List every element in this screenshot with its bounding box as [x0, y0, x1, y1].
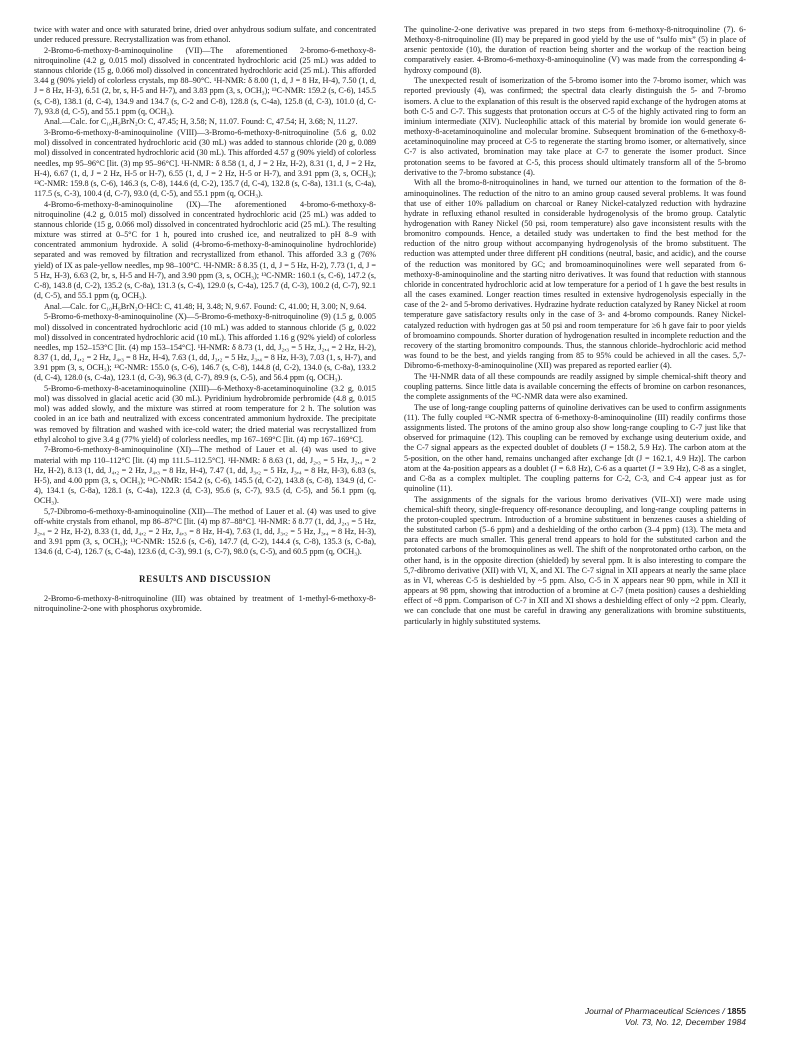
- paragraph: 5,7-Dibromo-6-methoxy-8-aminoquinoline (XII)—The method of Lauer et al. (4) was used to give off-white crystals from ethanol, mp 86–87°C [lit. (4) mp 87–88°C]. ¹H-NMR: δ 8.77 (1, dd, J₂,₃ = 5 Hz, J₂,₄ = 2 Hz, H-2), 8.33 (1, dd, J₄,₂ = 2 Hz, J₄,₃ = 8 Hz, H-4), 7.63 (1, dd, J₃,₂ = 5 Hz, J₃,₄ = 8 Hz, H-3), and 3.91 ppm (3, s, OCH₃); ¹³C-NMR: 152.6 (s, C-6), 147.7 (d, C-2), 144.4 (s, C-8), 135.3 (s, C-8a), 134.6 (d, C-4), 126.7 (s, C-4a), 123.6 (d, C-3), 99.1 (s, C-7), 98.0 (s, C-5), and 60.5 ppm (q, OCH₃).: [34, 506, 376, 557]
- paragraph: twice with water and once with saturated brine, dried over anhydrous sodium sulfate, and concentrated under reduced pressure. Recrystallization was from ethanol.: [34, 25, 376, 45]
- paragraph: 5-Bromo-6-methoxy-8-aminoquinoline (X)—5-Bromo-6-methoxy-8-nitroquinoline (9) (1.5 g, 0.005 mol) dissolved in concentrated hydrochloric acid (10 mL) was added to stannous chloride (5 g, 0.022 mol) dissolved in concentrated hydrochloric acid (10 mL). This afforded 1.16 g (92% yield) of colorless needles, mp 152–153°C [lit. (4) mp 153–154°C]. ¹H-NMR: δ 8.73 (1, dd, J₂,₃ = 5 Hz, J₂,₄ = 2 Hz, H-2), 8.37 (1, dd, J₄,₂ = 2 Hz, J₄,₃ = 8 Hz, H-4), 7.63 (1, dd, J₃,₂ = 5 Hz, J₃,₄ = 8 Hz, H-3), 7.03 (1, s, H-7), and 3.91 ppm (3, s, OCH₃); ¹³C-NMR: 155.0 (s, C-6), 146.7 (s, C-8), 144.8 (d, C-2), 134.0 (s, C-8a), 133.2 (d, C-4), 128.0 (s, C-4a), 123.1 (d, C-3), 96.3 (d, C-7), 89.9 (s, C-5), and 56.4 ppm (q, OCH₃).: [34, 312, 376, 383]
- paragraph: 7-Bromo-6-methoxy-8-aminoquinoline (XI)—The method of Lauer et al. (4) was used to give material with mp 110–112°C [lit. (4) mp 111.5–112.5°C]. ¹H-NMR: δ 8.63 (1, dd, J₂,₃ = 5 Hz, J₂,₄ = 2 Hz, H-2), 8.13 (1, dd, J₄,₂ = 2 Hz, J₄,₃ = 8 Hz, H-4), 7.47 (1, dd, J₃,₂ = 5 Hz, J₃,₄ = 8 Hz, H-3), 6.83 (s, H-5), and 4.00 ppm (3, s, OCH₃); ¹³C-NMR: 154.2 (s, C-6), 145.5 (d, C-2), 143.8 (s, C-8), 134.9 (d, C-4), 134.1 (s, C-8a), 128.1 (s, C-4a), 122.3 (d, C-3), 95.6 (s, C-7), 93.5 (d, C-5), and 56.1 ppm (q, OCH₃).: [34, 445, 376, 506]
- paragraph: The assignments of the signals for the various bromo derivatives (VII–XI) were made using chemical-shift theory, single-frequency off-resonance decoupling, and long-range coupling patterns in the proton-coupled spectrum. Introduction of a bromine substituent in benzenes causes a shielding of the substituted carbon (5–6 ppm) and a deshielding of the ortho carbon (3–4 ppm) (13). The meta and para effects are much smaller. This general trend appears to hold for the substituted carbon and the protonated carbons of the bromoquinolines as well. The shift of the nonprotonated ortho carbon, on the other hand, is in the opposite direction (shielded) by several ppm. It is also interesting to compare the 5,7-dibromo derivative (XII) with VI, X, and XI. The C-7 signal in XII appears at nearly the same place as in VI, whereas C-5 is deshielded by ~5 ppm. Also, C-5 in X appears near 90 ppm, while in XII it appears at 98 ppm, showing that introduction of a bromine at C-7 (meta position) causes a deshielding effect of ~8 ppm. Comparison of C-7 in XII and XI shows a deshielding effect of only ~2 ppm. Clearly, we can conclude that one must be careful in drawing any generalizations with bromine substituents, particularly in highly substituted systems.: [404, 494, 746, 626]
- paragraph: The ¹H-NMR data of all these compounds are readily assigned by simple chemical-shift theory and coupling patterns. Since little data is available concerning the effects of bromine on carbon resonances, the complete assignments of the ¹³C-NMR data were also examined.: [404, 371, 746, 402]
- journal-volume: Vol. 73, No. 12, December 1984: [624, 1017, 746, 1027]
- section-heading: RESULTS AND DISCUSSION: [139, 573, 271, 584]
- journal-title-line: [520, 1006, 746, 1017]
- journal-name: Journal of Pharmaceutical Sciences /: [584, 1006, 725, 1016]
- paragraph: The unexpected result of isomerization of the 5-bromo isomer into the 7-bromo isomer, which was reported previously (4), was confirmed; the spectral data clearly distinguish the 5- and 7-bromo isomers. A clue to the explanation of this result is the observed rapid exchange of the hydrogen atoms at both C-5 and C-7. This suggests that protonation occurs at C-5 of the highly activated ring to form an iminium intermediate (XIV). Nucleophilic attack of this material by bromide ion would generate 6-methoxy-8-acetaminoquinoline and molecular bromine. Subsequent bromination of the 6-methoxy-8-acetaminoquinoline may proceed at C-5 to regenerate the starting bromo isomer, or alternatively, since C-7 is also activated, bromination may take place at C-7 to generate the isomer product. Since protonation seems to be favored at C-5, this process should ultimately transform all of the 5-bromo derivative to the 7-bromo substance (4).: [404, 76, 746, 177]
- page-number: 1855: [727, 1006, 746, 1016]
- paragraph: With all the bromo-8-nitroquinolines in hand, we turned our attention to the formation of the 8-aminoquinolines. The reduction of the nitro to an amino group caused several problems. It was found that use of either 10% palladium on charcoal or Raney Nickel-catalyzed reduction with hydrazine hydrate in refluxing ethanol resulted in considerable hydrogenolysis of the bromo group. Catalytic hydrogenation with Raney Nickel (50 psi, room temperature) also gave inconsistent results with the bromonitro compounds. Hence, a detailed study was undertaken to find the best method for the reduction of the nitro group without accompanying hydrogenolysis of the bromo substituent. The reduction was attempted under three different pH conditions (neutral, basic, and acidic), and the course of the reduction was monitored by GC; and bromoaminoquinolines were well separated from 6-methoxy-8-aminoquinoline and the starting nitro derivatives. It was found that reduction with stannous chloride in concentrated hydrochloric acid at low temperature for a period of 1 h gave the best results in all the cases examined. Longer reaction times resulted in extensive hydrogenolysis especially in the case of the 2- and 5-bromo derivatives. Hydrazine hydrate reduction catalyzed by Raney Nickel at room temperature gave satisfactory results only in the case of 3- and 4-bromo compounds. Raney Nickel-catalyzed reduction with hydrogen gas at 50 psi and room temperature for ≥6 h gave fair to poor yields of bromoamino compounds. Shorter duration of hydrogenation resulted in incomplete reduction and the recovery of the starting bromonitro compounds. Thus, the stannous chloride–hydrochloric acid method was found to be the best, and yields ranging from 85 to 95% could be achieved in all the cases. 5,7-Dibromo-6-methoxy-8-aminoquinoline (XII) was prepared as reported earlier (4).: [404, 178, 746, 371]
- paragraph: Anal.—Calc. for C₁₀H₉BrN₂O: C, 47.45; H, 3.58; N, 11.07. Found: C, 47.54; H, 3.68; N, 11.27.: [44, 117, 358, 127]
- right-column: [404, 25, 746, 627]
- paragraph: 2-Bromo-6-methoxy-8-aminoquinoline (VII)—The aforementioned 2-bromo-6-methoxy-8-nitroquinoline (4.2 g, 0.015 mol) dissolved in concentrated hydrochloric acid (25 mL) was added to stannous chloride (15 g, 0.066 mol) dissolved in concentrated hydrochloric acid (25 mL). This afforded 3.44 g (90% yield) of colorless crystals, mp 88–90°C. ¹H-NMR: δ 8.00 (1, d, J = 8 Hz, H-4), 7.50 (1, d, J = 8 Hz, H-3), 6.51 (2, br, s, H-5 and H-7), and 3.83 ppm (3, s, OCH₃); ¹³C-NMR: 159.2 (s, C-6), 145.5 (s, C-8), 138.1 (d, C-4), 134.9 and 134.7 (s, C-2 and C-8), 128.8 (s, C-4a), 125.8 (d, C-3), 101.0 (d, C-7), 93.8 (d, C-5), and 55.1 ppm (q, OCH₃).: [34, 45, 376, 116]
- paragraph: Anal.—Calc. for C₁₀H₉BrN₂O·HCl: C, 41.48; H, 3.48; N, 9.67. Found: C, 41.00; H, 3.00; N, 9.64.: [44, 301, 367, 311]
- paragraph: The quinoline-2-one derivative was prepared in two steps from 6-methoxy-8-nitroquinoline (7). 6-Methoxy-8-nitroquinoline (II) may be prepared in good yield by the use of “sulfo mix” (5) in place of arsenic pentoxide (10), the duration of reaction being shorter and the workup of the reaction being comparatively easier. 4-Bromo-6-methoxy-8-aminoquinoline (V) was made from the corresponding 4-hydroxy compound (8).: [404, 25, 746, 75]
- journal-footer: [520, 1006, 746, 1028]
- paragraph: The use of long-range coupling patterns of quinoline derivatives can be used to confirm assignments (11). The fully coupled ¹³C-NMR spectra of 6-methoxy-8-aminoquinoline (III) readily confirms those assignments listed. The protons of the amino group also show long-range coupling to C-7 just like that observed for primaquine (12). This coupling can be removed by exchange using deuterium oxide, and the C-7 signal appears as the expected doublet of doublets (J = 158.2, 5.9 Hz). The carbon atom at the 5-position, on the other hand, remains unchanged after exchange [dt (J = 162.1, 4.9 Hz)]. The carbon atom at the 4a-position appears as a doublet (J = 6.8 Hz), C-6 as a quartet (J = 3.9 Hz), C-8 as a singlet, and C-8a as a complex multiplet. The coupling patterns for C-2, C-3, and C-4 appear just as for quinoline (11).: [404, 402, 746, 494]
- paragraph: 5-Bromo-6-methoxy-8-acetaminoquinoline (XIII)—6-Methoxy-8-acetaminoquinoline (3.2 g, 0.015 mol) was dissolved in glacial acetic acid (30 mL). Pyridinium hydrobromide perbromide (4.8 g, 0.015 mol) was added slowly, and the mixture was stirred at room temperature for 2 h. The solution was cooled in an ice bath and neutralized with excess concentrated ammonium hydroxide. The precipitate was removed by filtration and washed with ice-cold water; the dried material was recrystallized from ethyl alcohol to give 3.4 g (77% yield) of colorless needles, mp 167–169°C [lit. (4) mp 167–169°C].: [34, 383, 376, 444]
- paragraph: 2-Bromo-6-methoxy-8-nitroquinoline (III) was obtained by treatment of 1-methyl-6-methoxy-8-nitroquinoline-2-one with phosphorus oxybromide.: [34, 593, 376, 613]
- left-column: [34, 25, 376, 614]
- paragraph: 3-Bromo-6-methoxy-8-aminoquinoline (VIII)—3-Bromo-6-methoxy-8-nitroquinoline (5.6 g, 0.02 mol) dissolved in concentrated hydrochloric acid (30 mL) was added to stannous chloride (20 g, 0.089 mol) dissolved in concentrated hydrochloric acid (30 mL). This afforded 4.57 g (90% yield) of colorless needles, mp 95–96°C [lit. (3) mp 95–96°C]. ¹H-NMR: δ 8.58 (1, d, J = 2 Hz, H-2), 8.31 (1, d, J = 2 Hz, H-4), 6.67 (1, d, J = 2 Hz, H-5 or H-7), 6.55 (1, d, J = 2 Hz, H-5 or H-7), and 3.91 ppm (3, s, OCH₃); ¹³C-NMR: 159.8 (s, C-6), 146.3 (s, C-8), 144.6 (d, C-2), 135.7 (d, C-4), 132.8 (s, C-8a), 131.1 (s, C-4a), 117.5 (s, C-3), 100.4 (d, C-7), 93.0 (d, C-5), and 55.1 ppm (q, OCH₃).: [34, 128, 376, 198]
- paragraph: 4-Bromo-6-methoxy-8-aminoquinoline (IX)—The aforementioned 4-bromo-6-methoxy-8-nitroquinoline (4.2 g, 0.015 mol) dissolved in concentrated hydrochloric acid (25 mL) was added to stannous chloride (15 g, 0.066 mol) dissolved in concentrated hydrochloric acid (25 mL). The resulting mixture was stirred at 0–5°C for 1 h, poured into crushed ice, and neutralized to pH 8–9 with concentrated ammonium hydroxide. A solid (4-bromo-6-methoxy-8-aminoquinoline hydrochloride) separated and was removed by filtration and recrystallized from ethanol. This afforded 3.3 g (76% yield) of IX as pale-yellow needles, mp 98–100°C. ¹H-NMR: δ 8.35 (1, d, J = 5 Hz, H-2), 7.73 (1, d, J = 5 Hz, H-3), 6.63 (2, br, s, H-5 and H-7), and 3.90 ppm (3, s, OCH₃); ¹³C-NMR: 160.1 (s, C-6), 147.2 (s, C-8), 143.8 (d, C-2), 135.2 (s, C-8a), 131.3 (s, C-4), 129.0 (s, C-4a), 125.7 (d, C-3), 100.2 (d, C-7), 92.1 (d, C-5), and 55.1 ppm (q, OCH₃).: [34, 199, 376, 301]
